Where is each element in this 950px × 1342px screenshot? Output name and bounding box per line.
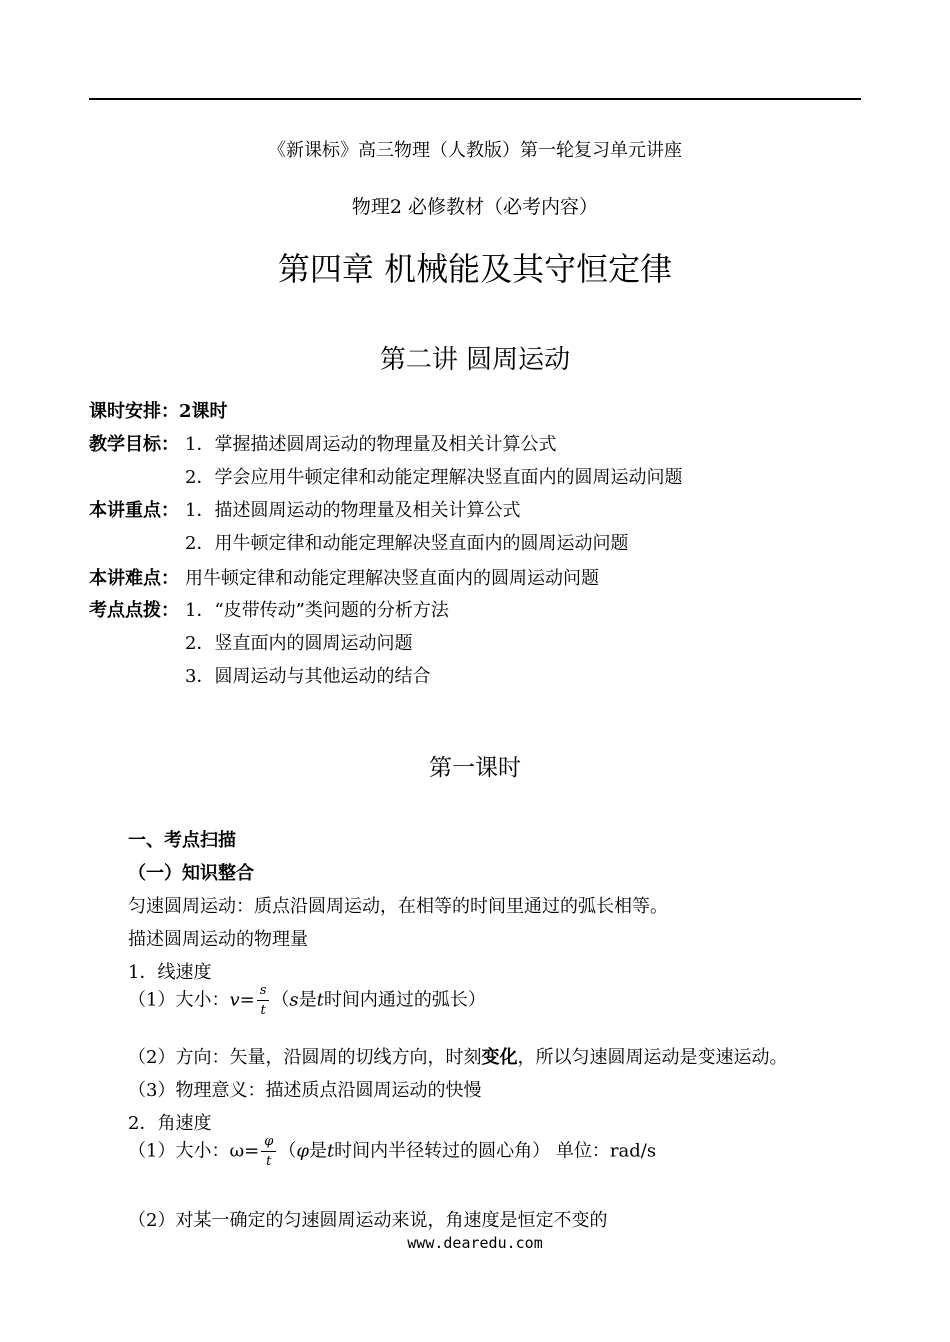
goals-label: 教学目标： — [89, 434, 179, 455]
fraction-phi-over-t — [261, 1135, 276, 1168]
difficulty-label: 本讲难点： — [89, 568, 179, 589]
note-mid: 是 — [298, 989, 317, 1011]
focus-item: 1．描述圆周运动的物理量及相关计算公式 — [185, 500, 521, 521]
linear-velocity-heading: 1．线速度 — [128, 962, 212, 983]
difficulty-text: 用牛顿定律和动能定理解决竖直面内的圆周运动问题 — [185, 568, 599, 589]
linear-velocity-formula — [128, 984, 486, 1017]
section-heading: 一、考点扫描 — [128, 830, 236, 851]
symbol-phi: φ — [296, 1140, 309, 1162]
tips-label: 考点点拨： — [89, 600, 179, 621]
fraction-s-over-t — [257, 984, 270, 1017]
lecture-title: 第二讲 圆周运动 — [379, 345, 571, 375]
equals-sign: = — [239, 989, 255, 1011]
direction-emphasis: 变化 — [481, 1047, 518, 1068]
note-mid: 是 — [308, 1140, 327, 1162]
quantities-intro: 描述圆周运动的物理量 — [128, 929, 308, 950]
fraction-numerator: φ — [261, 1135, 276, 1152]
part-title: 物理2 必修教材（必考内容） — [351, 196, 599, 218]
fraction-numerator: s — [257, 984, 270, 1001]
tip-item: 2．竖直面内的圆周运动问题 — [185, 633, 413, 654]
linear-meaning: （3）物理意义：描述质点沿圆周运动的快慢 — [128, 1080, 482, 1101]
angular-velocity-formula — [128, 1135, 656, 1168]
note-end: 时间内半径转过的圆心角） 单位：rad/s — [334, 1140, 657, 1162]
subsection-heading: （一）知识整合 — [128, 863, 254, 884]
tip-item: 1．“皮带传动”类问题的分析方法 — [185, 600, 449, 621]
fraction-denominator: t — [266, 1154, 272, 1169]
fraction-denominator: t — [260, 1003, 266, 1018]
direction-text-b: ，所以匀速圆周运动是变速运动。 — [517, 1047, 788, 1068]
series-title: 《新课标》高三物理（人教版）第一轮复习单元讲座 — [268, 140, 682, 161]
symbol-t: t — [326, 1140, 335, 1162]
note-open: （ — [278, 1140, 297, 1162]
linear-direction — [128, 1043, 787, 1069]
angular-velocity-heading: 2．角速度 — [128, 1113, 212, 1134]
velocity-symbol: v — [229, 989, 240, 1011]
note-open: （ — [271, 989, 290, 1011]
goal-item: 2．学会应用牛顿定律和动能定理解决竖直面内的圆周运动问题 — [185, 467, 683, 488]
chapter-title: 第四章 机械能及其守恒定律 — [277, 250, 673, 288]
symbol-t: t — [316, 989, 324, 1011]
hours-label: 课时安排：2课时 — [89, 401, 228, 422]
formula-prefix: （1）大小：ω= — [128, 1140, 260, 1162]
direction-text-a: （2）方向：矢量，沿圆周的切线方向，时刻 — [128, 1047, 482, 1068]
tip-item: 3．圆周运动与其他运动的结合 — [185, 666, 431, 687]
angular-constant: （2）对某一确定的匀速圆周运动来说，角速度是恒定不变的 — [128, 1210, 608, 1231]
lesson-title: 第一课时 — [429, 755, 521, 781]
note-end: 时间内通过的弧长） — [323, 989, 486, 1011]
header-rule — [89, 98, 861, 100]
definition-text: 匀速圆周运动：质点沿圆周运动，在相等的时间里通过的弧长相等。 — [128, 896, 668, 917]
symbol-s: s — [289, 989, 299, 1011]
goal-item: 1．掌握描述圆周运动的物理量及相关计算公式 — [185, 434, 557, 455]
focus-label: 本讲重点： — [89, 500, 179, 521]
formula-prefix: （1）大小： — [128, 989, 230, 1011]
footer-url: www.dearedu.com — [407, 1234, 543, 1252]
focus-item: 2．用牛顿定律和动能定理解决竖直面内的圆周运动问题 — [185, 533, 629, 554]
